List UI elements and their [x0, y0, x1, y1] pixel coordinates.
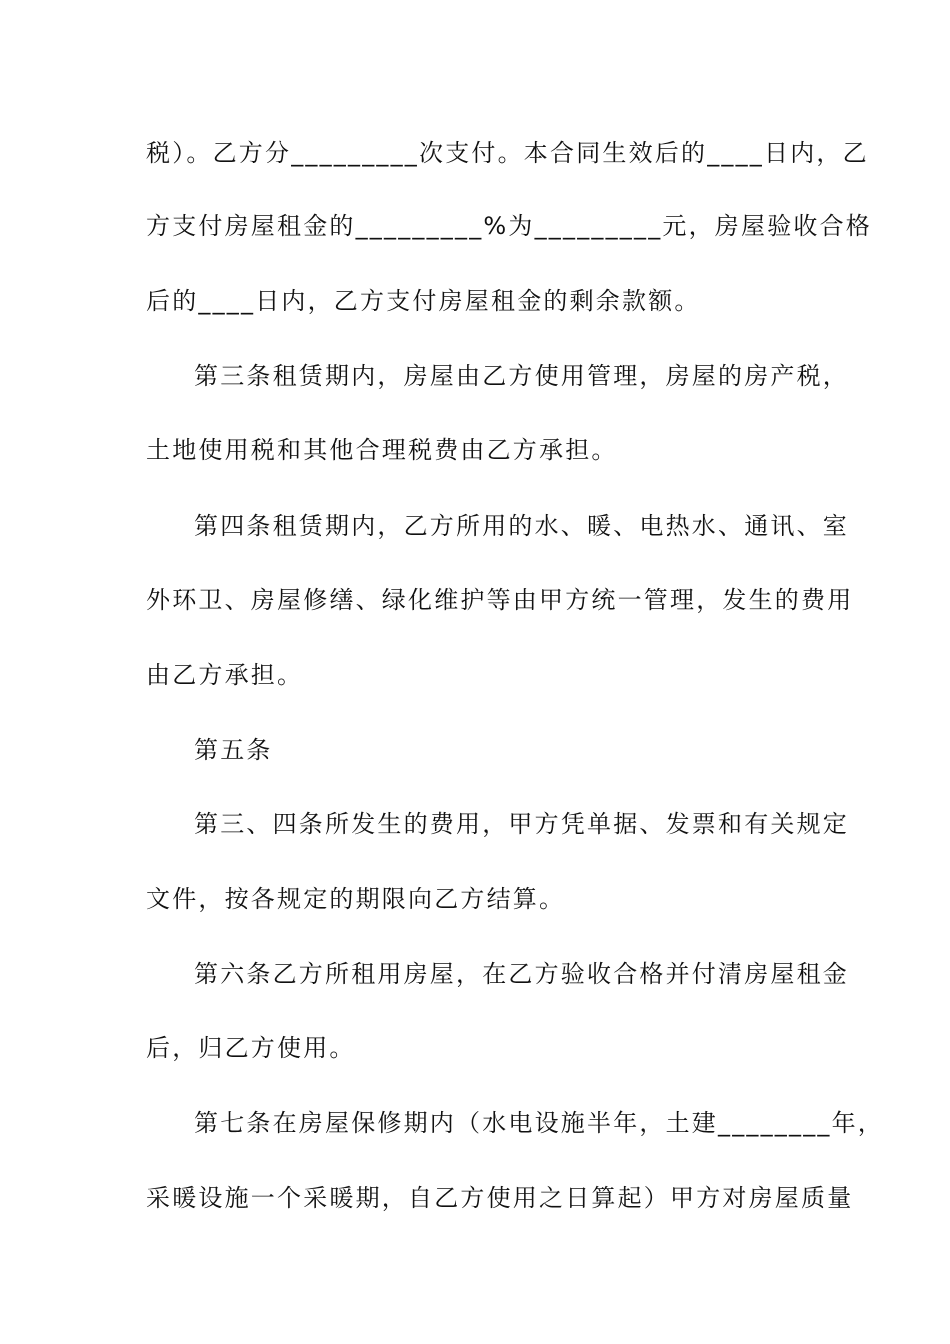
article-5-line: 第三、四条所发生的费用，甲方凭单据、发票和有关规定 — [194, 810, 849, 838]
article-4-line: 第四条租赁期内，乙方所用的水、暖、电热水、通讯、室 — [194, 512, 849, 540]
article-6-line: 第六条乙方所租用房屋，在乙方验收合格并付清房屋租金 — [194, 960, 849, 988]
text-line: 由乙方承担。 — [146, 661, 304, 689]
text-line: 文件，按各规定的期限向乙方结算。 — [146, 885, 566, 913]
text-line: 后的____日内，乙方支付房屋租金的剩余款额。 — [146, 287, 701, 315]
text-line: 方支付房屋租金的_________%为_________元，房屋验收合格 — [146, 212, 873, 240]
article-7-line: 第七条在房屋保修期内（水电设施半年，土建________年， — [194, 1109, 884, 1137]
text-line: 土地使用税和其他合理税费由乙方承担。 — [146, 436, 618, 464]
text-line: 采暖设施一个采暖期，自乙方使用之日算起）甲方对房屋质量 — [146, 1184, 854, 1212]
text-line: 税）。乙方分_________次支付。本合同生效后的____日内，乙 — [146, 139, 869, 167]
text-line: 外环卫、房屋修缮、绿化维护等由甲方统一管理，发生的费用 — [146, 586, 854, 614]
article-5-heading: 第五条 — [194, 736, 273, 764]
article-3-line: 第三条租赁期内，房屋由乙方使用管理，房屋的房产税， — [194, 362, 849, 390]
text-line: 后，归乙方使用。 — [146, 1034, 356, 1062]
